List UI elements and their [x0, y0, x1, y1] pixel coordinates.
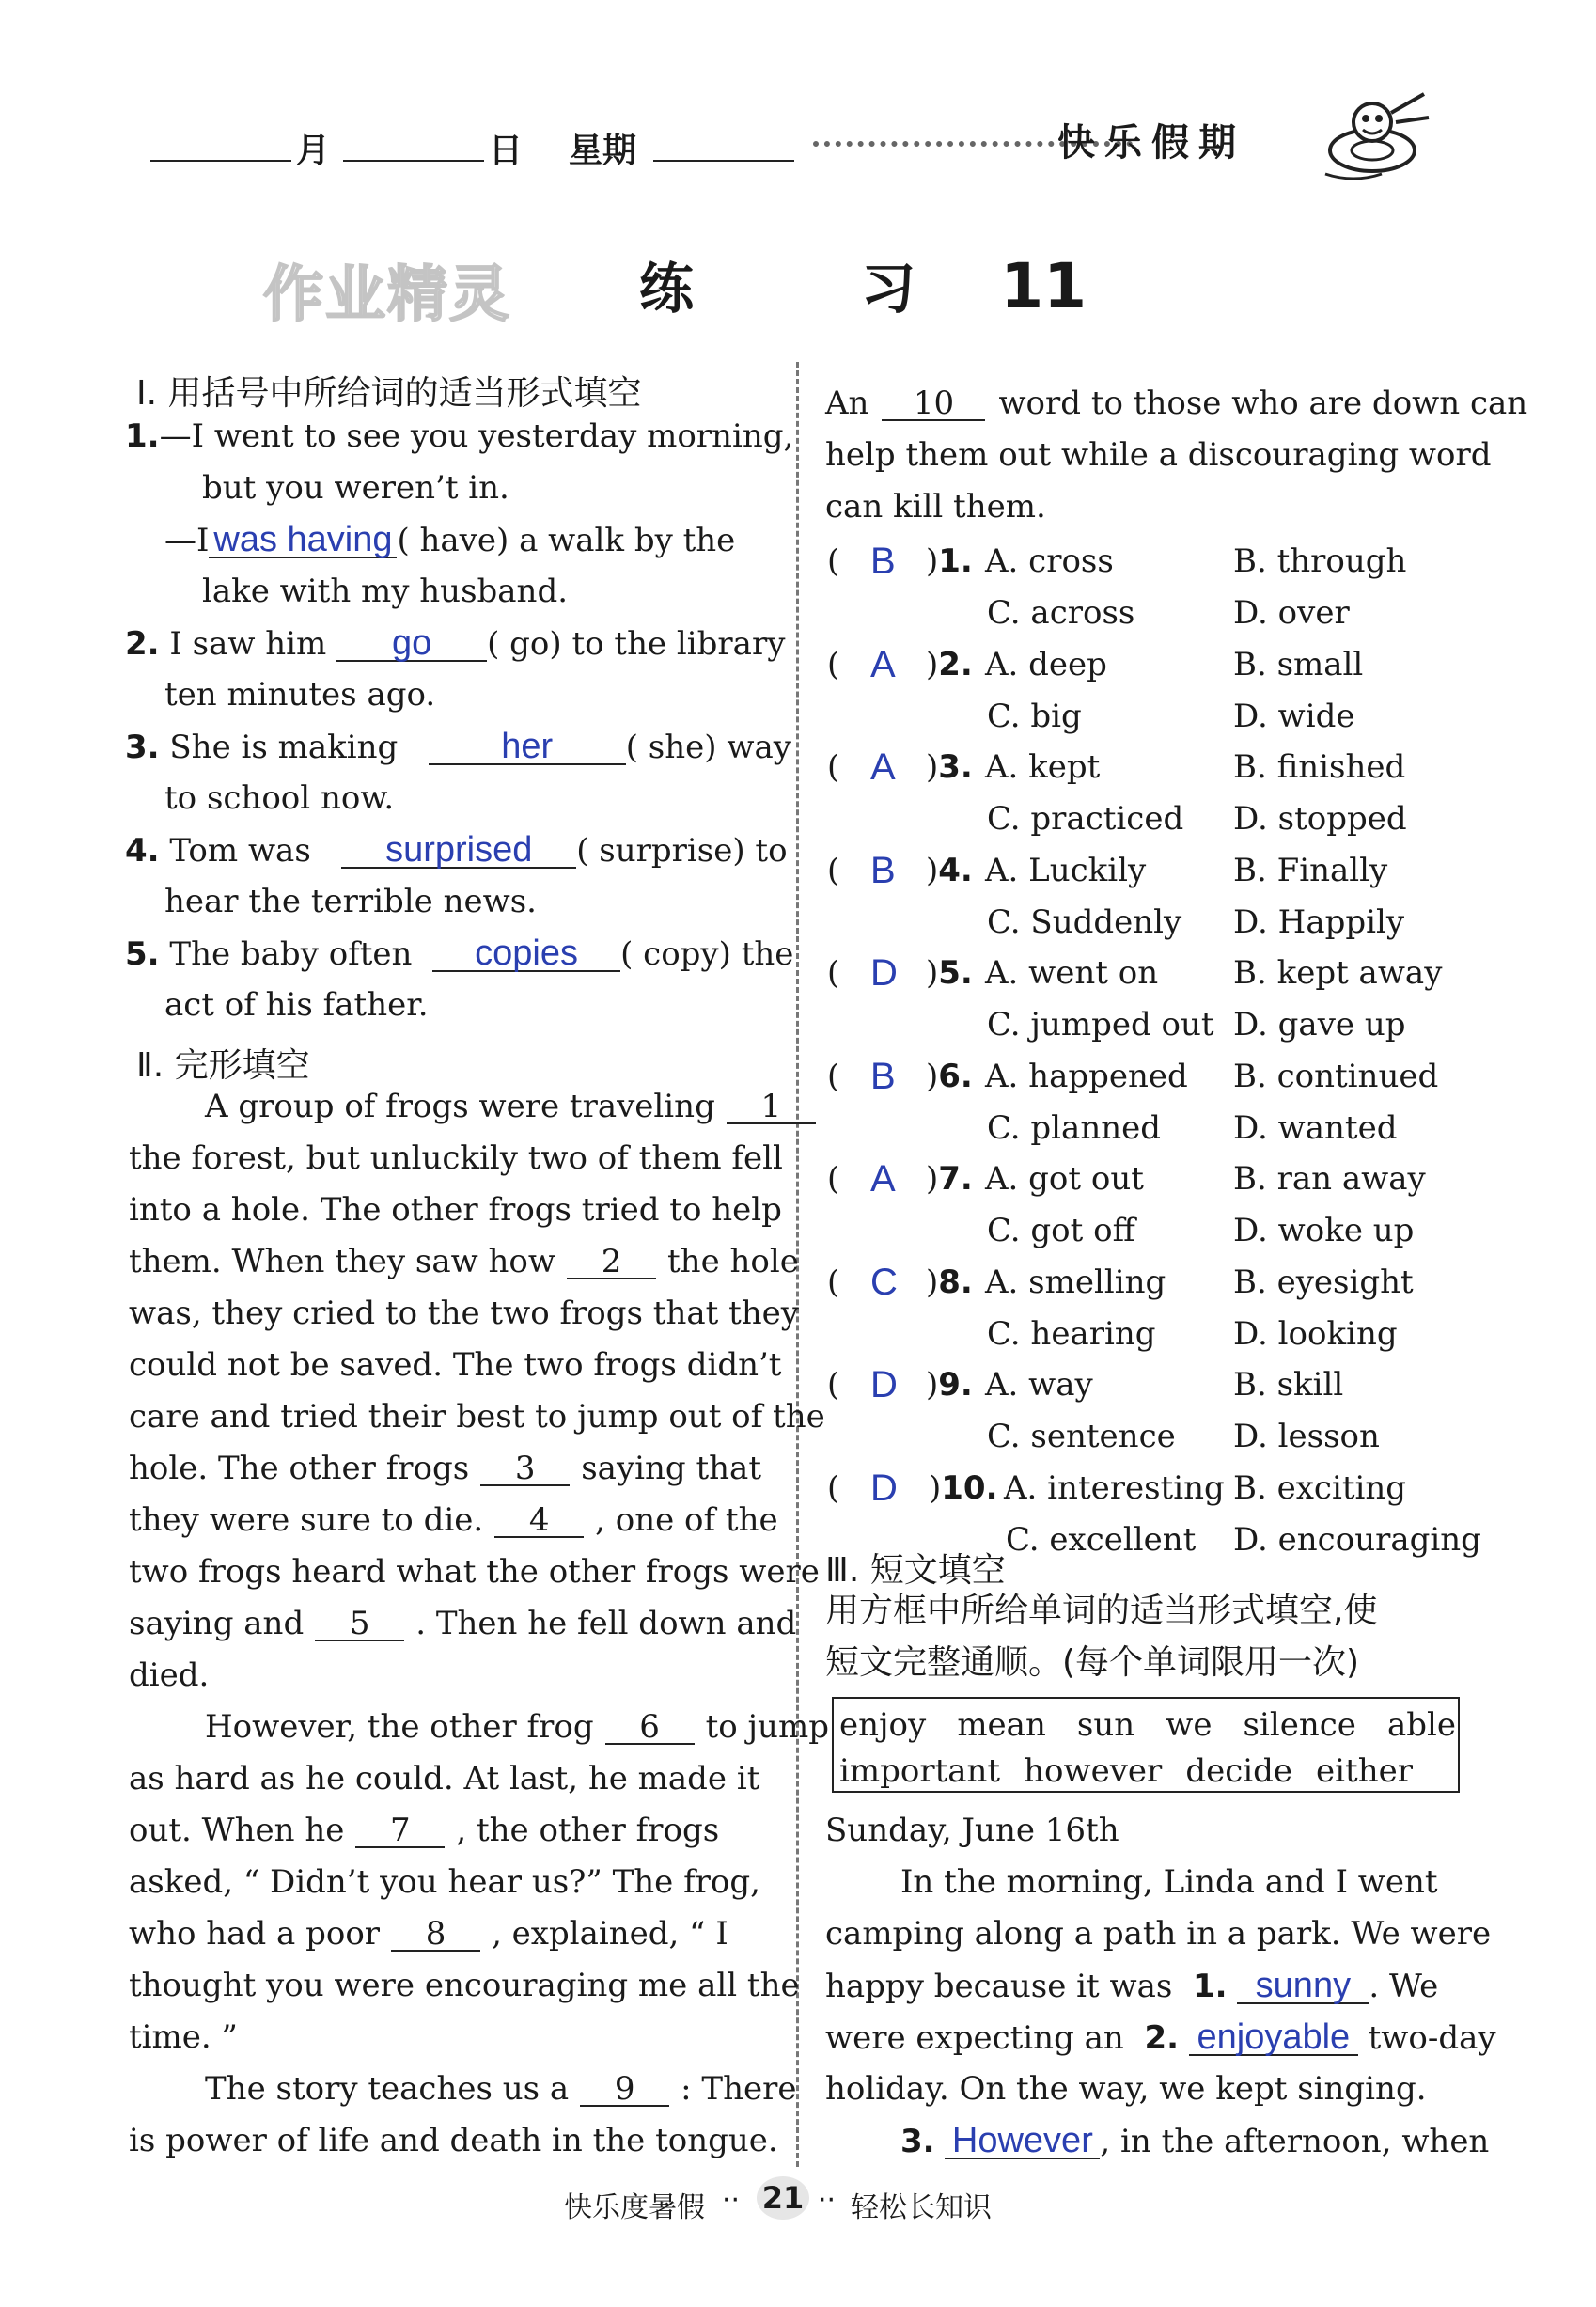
word-box-item: however — [1024, 1752, 1163, 1790]
passage-line: can kill them. — [825, 488, 1046, 526]
word-box-item: decide — [1185, 1752, 1293, 1790]
option-a[interactable]: A. deep — [985, 645, 1107, 683]
answer-blank[interactable]: was having — [209, 524, 397, 558]
cloze-blank[interactable]: 4 — [494, 1504, 584, 1538]
option-b[interactable]: B. exciting — [1233, 1468, 1407, 1507]
option-a[interactable]: A. way — [985, 1366, 1093, 1404]
month-label: 月 — [296, 132, 331, 170]
passage-line: them. When they saw how 2 the hole — [129, 1243, 799, 1280]
choice-number: )5. — [926, 954, 973, 992]
cloze-blank[interactable]: 7 — [355, 1814, 445, 1848]
passage-line: saying and 5 . Then he fell down and — [129, 1605, 797, 1642]
exercise-title — [639, 244, 1087, 323]
choice-number: )2. — [926, 645, 973, 683]
title-number: 11 — [1000, 250, 1087, 322]
option-d[interactable]: D. wide — [1233, 697, 1355, 735]
passage-line: hole. The other frogs 3 saying that — [129, 1450, 761, 1487]
passage-line: two frogs heard what the other frogs were — [129, 1553, 820, 1591]
word-box-row-1 — [834, 1706, 1456, 1744]
day-label: 日 — [489, 132, 524, 170]
diary-date: Sunday, June 16th — [825, 1812, 1119, 1849]
section2-heading: Ⅱ. 完形填空 — [136, 1046, 310, 1085]
choice-answer[interactable]: A — [870, 1158, 896, 1200]
open-paren: ( — [827, 1468, 840, 1507]
answer-blank[interactable]: copies — [432, 937, 620, 972]
passage-line: could not be saved. The two frogs didn’t — [129, 1346, 782, 1384]
open-paren: ( — [827, 645, 840, 683]
footer-right: 轻松长知识 — [851, 2191, 992, 2224]
weekday-label: 星期 — [569, 132, 637, 170]
footer — [564, 2176, 1053, 2223]
passage-line: the forest, but unluckily two of them fell — [129, 1139, 783, 1177]
option-b[interactable]: B. small — [1233, 645, 1364, 683]
answer-blank[interactable]: surprised — [341, 834, 576, 869]
option-d[interactable]: D. over — [1233, 594, 1350, 632]
cloze-blank[interactable]: 8 — [391, 1918, 480, 1952]
month-blank — [150, 160, 291, 162]
word-box-item: enjoy — [839, 1706, 927, 1744]
diary-line-2: camping along a path in a park. We were — [825, 1915, 1492, 1953]
choice-number-text: 3. — [938, 748, 973, 786]
option-d[interactable]: D. encouraging — [1233, 1520, 1481, 1559]
header — [141, 113, 1457, 188]
cloze-blank[interactable]: 2 — [567, 1246, 656, 1279]
section1-heading: Ⅰ. 用括号中所给词的适当形式填空 — [136, 374, 642, 413]
footer-dots-right: ·· — [818, 2184, 837, 2217]
section3-instruction-1: 用方框中所给单词的适当形式填空,使 — [825, 1592, 1378, 1630]
option-a[interactable]: A. interesting — [1004, 1468, 1225, 1507]
cloze-blank[interactable]: 1 — [727, 1091, 816, 1124]
cloze-blank[interactable]: 5 — [315, 1608, 404, 1641]
open-paren: ( — [827, 748, 840, 786]
word-box-item: silence — [1243, 1706, 1356, 1744]
choice-answer[interactable]: A — [870, 643, 896, 685]
choice-answer[interactable]: B — [870, 1055, 896, 1097]
choice-number: )10. — [929, 1468, 998, 1507]
option-c[interactable]: C. Suddenly — [987, 902, 1182, 941]
choice-number-text: 7. — [938, 1160, 973, 1198]
passage-line: died. — [129, 1656, 210, 1694]
passage-line: who had a poor 8 , explained, “ I — [129, 1915, 728, 1953]
choice-number: )3. — [926, 748, 973, 786]
option-d[interactable]: D. Happily — [1233, 902, 1405, 941]
choice-number: )1. — [926, 542, 973, 580]
title-word: 练 习 — [639, 257, 973, 321]
option-b[interactable]: B. Finally — [1233, 851, 1388, 889]
passage-line: into a hole. The other frogs tried to help — [129, 1191, 782, 1229]
word-box-item: important — [839, 1752, 1001, 1790]
option-a[interactable]: A. smelling — [985, 1263, 1166, 1301]
choice-number-text: 1. — [938, 542, 973, 580]
choice-number: )4. — [926, 851, 973, 889]
answer-blank[interactable]: go — [336, 627, 487, 662]
word-box-item: able — [1386, 1706, 1456, 1744]
open-paren: ( — [827, 542, 840, 580]
option-d[interactable]: D. gave up — [1233, 1006, 1406, 1044]
passage-line: An 10 word to those who are down can — [825, 384, 1528, 422]
word-box-row-2 — [834, 1752, 1413, 1790]
option-c[interactable]: C. got off — [987, 1212, 1135, 1249]
choice-number-text: 5. — [938, 954, 973, 992]
option-a[interactable]: A. Luckily — [985, 851, 1147, 889]
passage-line: was, they cried to the two frogs that they — [129, 1295, 799, 1332]
option-b[interactable]: B. eyesight — [1233, 1263, 1414, 1301]
option-b[interactable]: B. skill — [1233, 1366, 1344, 1404]
option-b[interactable]: B. kept away — [1233, 954, 1443, 992]
option-a[interactable]: A. happened — [985, 1057, 1188, 1095]
diary-line-6: 3. However , in the afternoon, when — [900, 2121, 1490, 2160]
answer-blank[interactable]: However — [945, 2125, 1100, 2159]
choice-answer[interactable]: B — [870, 541, 896, 582]
watermark: 作业精灵 — [263, 260, 511, 330]
option-c[interactable]: C. across — [987, 594, 1135, 632]
passage-line: The story teaches us a 9 : There — [205, 2070, 797, 2108]
passage-line: A group of frogs were traveling 1 — [205, 1091, 827, 1124]
option-b[interactable]: B. through — [1233, 542, 1407, 580]
open-paren: ( — [827, 954, 840, 992]
footer-dots-left: ·· — [722, 2184, 741, 2217]
option-c[interactable]: C. big — [987, 697, 1082, 735]
passage-line: they were sure to die. 4 , one of the — [129, 1501, 778, 1539]
choice-number-text: 2. — [938, 645, 973, 683]
word-box-item: sun — [1076, 1706, 1135, 1744]
passage-line: help them out while a discouraging word — [825, 436, 1492, 474]
cloze-blank[interactable]: 3 — [480, 1452, 570, 1486]
weekday-blank — [653, 160, 794, 162]
open-paren: ( — [827, 1263, 840, 1301]
cloze-blank[interactable]: 9 — [580, 2073, 669, 2107]
option-b[interactable]: B. continued — [1233, 1057, 1439, 1095]
page-number: 21 — [757, 2176, 809, 2220]
word-box-item: we — [1166, 1706, 1213, 1744]
option-b[interactable]: B. ran away — [1233, 1160, 1426, 1198]
option-c[interactable]: C. practiced — [987, 800, 1184, 838]
open-paren: ( — [827, 851, 840, 889]
section3-instruction-2: 短文完整通顺。(每个单词限用一次) — [825, 1643, 1360, 1682]
choice-answer[interactable]: C — [870, 1261, 898, 1303]
day-blank — [343, 160, 484, 162]
diary-line-5: holiday. On the way, we kept singing. — [825, 2070, 1427, 2108]
choice-answer[interactable]: D — [870, 1364, 898, 1405]
word-box-item: mean — [957, 1706, 1046, 1744]
option-d[interactable]: D. looking — [1233, 1314, 1398, 1353]
open-paren: ( — [827, 1366, 840, 1404]
word-box-item: either — [1316, 1752, 1413, 1790]
diary-line-1: In the morning, Linda and I went — [900, 1863, 1438, 1901]
answer-blank[interactable]: sunny — [1237, 1970, 1369, 2004]
passage-line: is power of life and death in the tongue. — [129, 2122, 778, 2159]
option-d[interactable]: D. lesson — [1233, 1418, 1380, 1455]
option-c[interactable]: C. planned — [987, 1108, 1162, 1147]
section3-heading: Ⅲ. 短文填空 — [825, 1551, 1006, 1590]
option-c[interactable]: C. hearing — [987, 1314, 1156, 1353]
option-c[interactable]: C. jumped out — [987, 1006, 1214, 1044]
diary-line-3: happy because it was 1. sunny . We — [825, 1966, 1439, 2005]
choice-number: )8. — [926, 1263, 973, 1301]
option-c[interactable]: C. excellent — [1006, 1520, 1197, 1559]
choice-number: )6. — [926, 1057, 973, 1095]
open-paren: ( — [827, 1160, 840, 1198]
passage-line: asked, “ Didn’t you hear us?” The frog, — [129, 1863, 760, 1901]
option-a[interactable]: A. went on — [985, 954, 1159, 992]
option-a[interactable]: A. got out — [985, 1160, 1144, 1198]
passage-line: However, the other frog 6 to jump — [205, 1708, 829, 1746]
choice-number: )7. — [926, 1160, 973, 1198]
passage-line: out. When he 7 , the other frogs — [129, 1812, 720, 1849]
option-d[interactable]: D. wanted — [1233, 1108, 1398, 1147]
answer-blank[interactable]: her — [429, 730, 626, 765]
choice-answer[interactable]: D — [870, 952, 898, 994]
option-a[interactable]: A. cross — [985, 542, 1114, 580]
choice-answer[interactable]: A — [870, 746, 896, 788]
passage-line: thought you were encouraging me all the — [129, 1967, 800, 2004]
choice-number: )9. — [926, 1366, 973, 1404]
passage-line: time. ” — [129, 2018, 238, 2056]
word-box — [832, 1697, 1460, 1793]
option-d[interactable]: D. woke up — [1233, 1212, 1415, 1249]
answer-blank[interactable]: enjoyable — [1189, 2021, 1358, 2056]
choice-number-text: 8. — [938, 1263, 973, 1301]
diary-line-4: were expecting an 2. enjoyable two-day — [825, 2017, 1496, 2057]
open-paren: ( — [827, 1057, 840, 1095]
choice-number-text: 10. — [941, 1468, 998, 1507]
option-d[interactable]: D. stopped — [1233, 800, 1407, 838]
choice-answer[interactable]: D — [870, 1467, 898, 1509]
passage-line: care and tried their best to jump out of the — [129, 1398, 825, 1436]
choice-number-text: 9. — [938, 1366, 973, 1404]
cloze-blank[interactable]: 10 — [882, 387, 985, 421]
brand-logo: 快乐假期 — [1057, 121, 1245, 165]
footer-left: 快乐度暑假 — [564, 2191, 705, 2224]
option-c[interactable]: C. sentence — [987, 1418, 1176, 1455]
frog-mascot-icon — [1316, 85, 1438, 188]
choice-number-text: 4. — [938, 851, 973, 889]
choice-number-text: 6. — [938, 1057, 973, 1095]
cloze-blank[interactable]: 6 — [605, 1711, 695, 1745]
option-b[interactable]: B. finished — [1233, 748, 1406, 786]
option-a[interactable]: A. kept — [985, 748, 1101, 786]
passage-line: as hard as he could. At last, he made it — [129, 1760, 760, 1797]
choice-answer[interactable]: B — [870, 849, 896, 891]
